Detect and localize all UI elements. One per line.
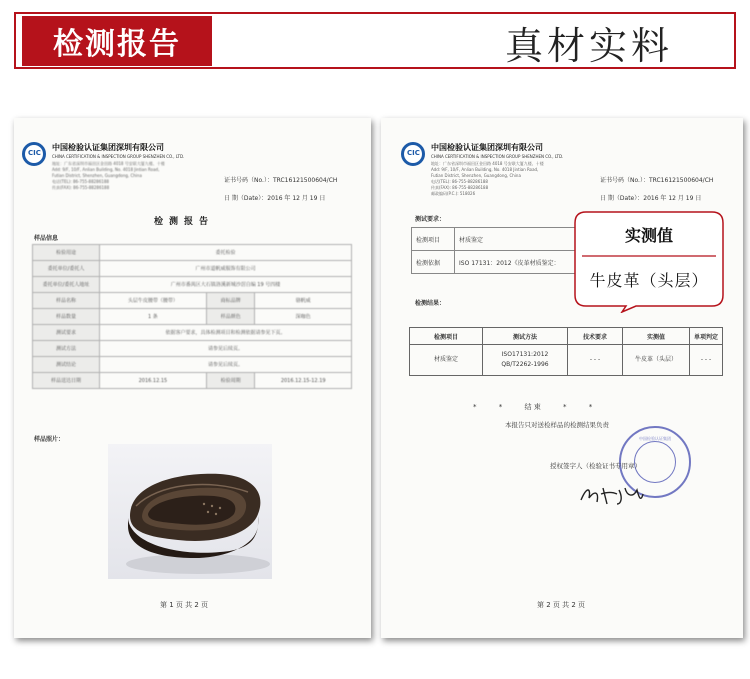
- cic-logo-icon: CIC: [401, 142, 425, 166]
- callout-title: 实测值: [624, 226, 673, 245]
- table-row: 委托单位/委托人 广州市道帆威服饰有限公司: [33, 261, 352, 277]
- table-row: 测试要求 依据客户要求，具体检测项目和检测依据请参见下页。: [33, 325, 352, 341]
- table-row: 样品数量 1 条 样品颜色 深咖色: [33, 309, 352, 325]
- table-row: 检验用途 委托检验: [33, 245, 352, 261]
- cert-number: 证书号码（No.）：TRC16121500604/CH: [600, 177, 714, 184]
- page-footer-2: 第 2 页 共 2 页: [537, 601, 586, 609]
- cic-logo-icon: CIC: [22, 142, 46, 166]
- table-row: 委托单位/委托人地址 广州市番禺区大石镇洛溪新城沙滘自编 19 号四楼: [33, 277, 352, 293]
- org-name-en: CHINA CERTIFICATION & INSPECTION GROUP SHENZHEN CO., LTD.: [431, 154, 564, 159]
- org-address: 地址：广东省深圳市福田区金田路 4018 号安联大厦九楼、十楼 Add: 9/F, 10/F, Anlian Building, No. 4018 Jintian Road, Futian District, Shenzhen, Guangdong, China 电话(TEL): 86-755-88286188 传真(FAX): 86-755-88286188 邮政编码(P.C.): 518026: [431, 161, 544, 196]
- table-row: 检测依据 ISO 17131：2012《皮革材质鉴定：: [412, 251, 711, 274]
- report-tag: 检测报告: [22, 16, 212, 66]
- table-row: 样品名称 头层牛皮腰带（腰带） 商标品牌 骆帆威: [33, 293, 352, 309]
- page-footer-1: 第 1 页 共 2 页: [160, 601, 209, 609]
- table-row: 样品送达日期 2016.12.15 检验周期 2016.12.15-12.19: [33, 373, 352, 389]
- report-title: 检测报告: [154, 217, 215, 227]
- signature-icon: [577, 480, 647, 508]
- end-marker: * * 结 束 * *: [473, 403, 593, 411]
- sample-photo-belt: [108, 444, 272, 579]
- org-name-en: CHINA CERTIFICATION & INSPECTION GROUP SHENZHEN CO., LTD.: [52, 154, 185, 159]
- table-header-row: 检测项目 测试方法 技术要求 实测值 单项判定: [410, 328, 723, 345]
- report-date: 日 期（Date）：2016 年 12 月 19 日: [224, 195, 326, 202]
- table-row: 检测项目 材质鉴定: [412, 228, 711, 251]
- org-name-cn: 中国检验认证集团深圳有限公司: [52, 143, 164, 152]
- sample-info-table: [32, 244, 352, 389]
- section-sample-photo: 样品照片：: [34, 436, 65, 443]
- signatory-label: 授权签字人（检验证书专用章）: [550, 462, 641, 470]
- results-table: [409, 327, 723, 376]
- official-seal-stamp: 中国检验认证集团: [619, 426, 691, 498]
- disclaimer-note: 本报告只对送检样品的检测结果负责: [505, 421, 609, 429]
- report-date: 日 期（Date）：2016 年 12 月 19 日: [600, 195, 702, 202]
- org-name-cn: 中国检验认证集团深圳有限公司: [431, 143, 543, 152]
- callout-value: 牛皮革（头层）: [589, 271, 709, 290]
- headline: 真材实料: [505, 24, 674, 68]
- section-test-results: 检测结果：: [415, 300, 446, 307]
- measured-value-callout: [574, 211, 724, 313]
- table-row: 测试结论 请参见后续页。: [33, 357, 352, 373]
- table-row: 测试方法 请参见后续页。: [33, 341, 352, 357]
- table-row: 材质鉴定 ISO17131:2012 QB/T2262-1996 - - - 牛皮革（头层） - - -: [410, 345, 723, 376]
- org-address: 地址：广东省深圳市福田区金田路 4018 号安联大厦九楼、十楼 Add: 9/F, 10/F, Anlian Building, No. 4018 Jintian Road, Futian District, Shenzhen, Guangdong, China 电话(TEL): 86-755-88286188 传真(FAX): 86-755-88286188: [52, 161, 165, 190]
- report-page-2: [381, 118, 743, 638]
- section-test-requirements: 测试要求：: [415, 216, 446, 223]
- cert-number: 证书号码（No.）：TRC16121500604/CH: [224, 177, 338, 184]
- section-sample-info: 样品信息: [34, 235, 59, 242]
- report-page-1: [14, 118, 371, 638]
